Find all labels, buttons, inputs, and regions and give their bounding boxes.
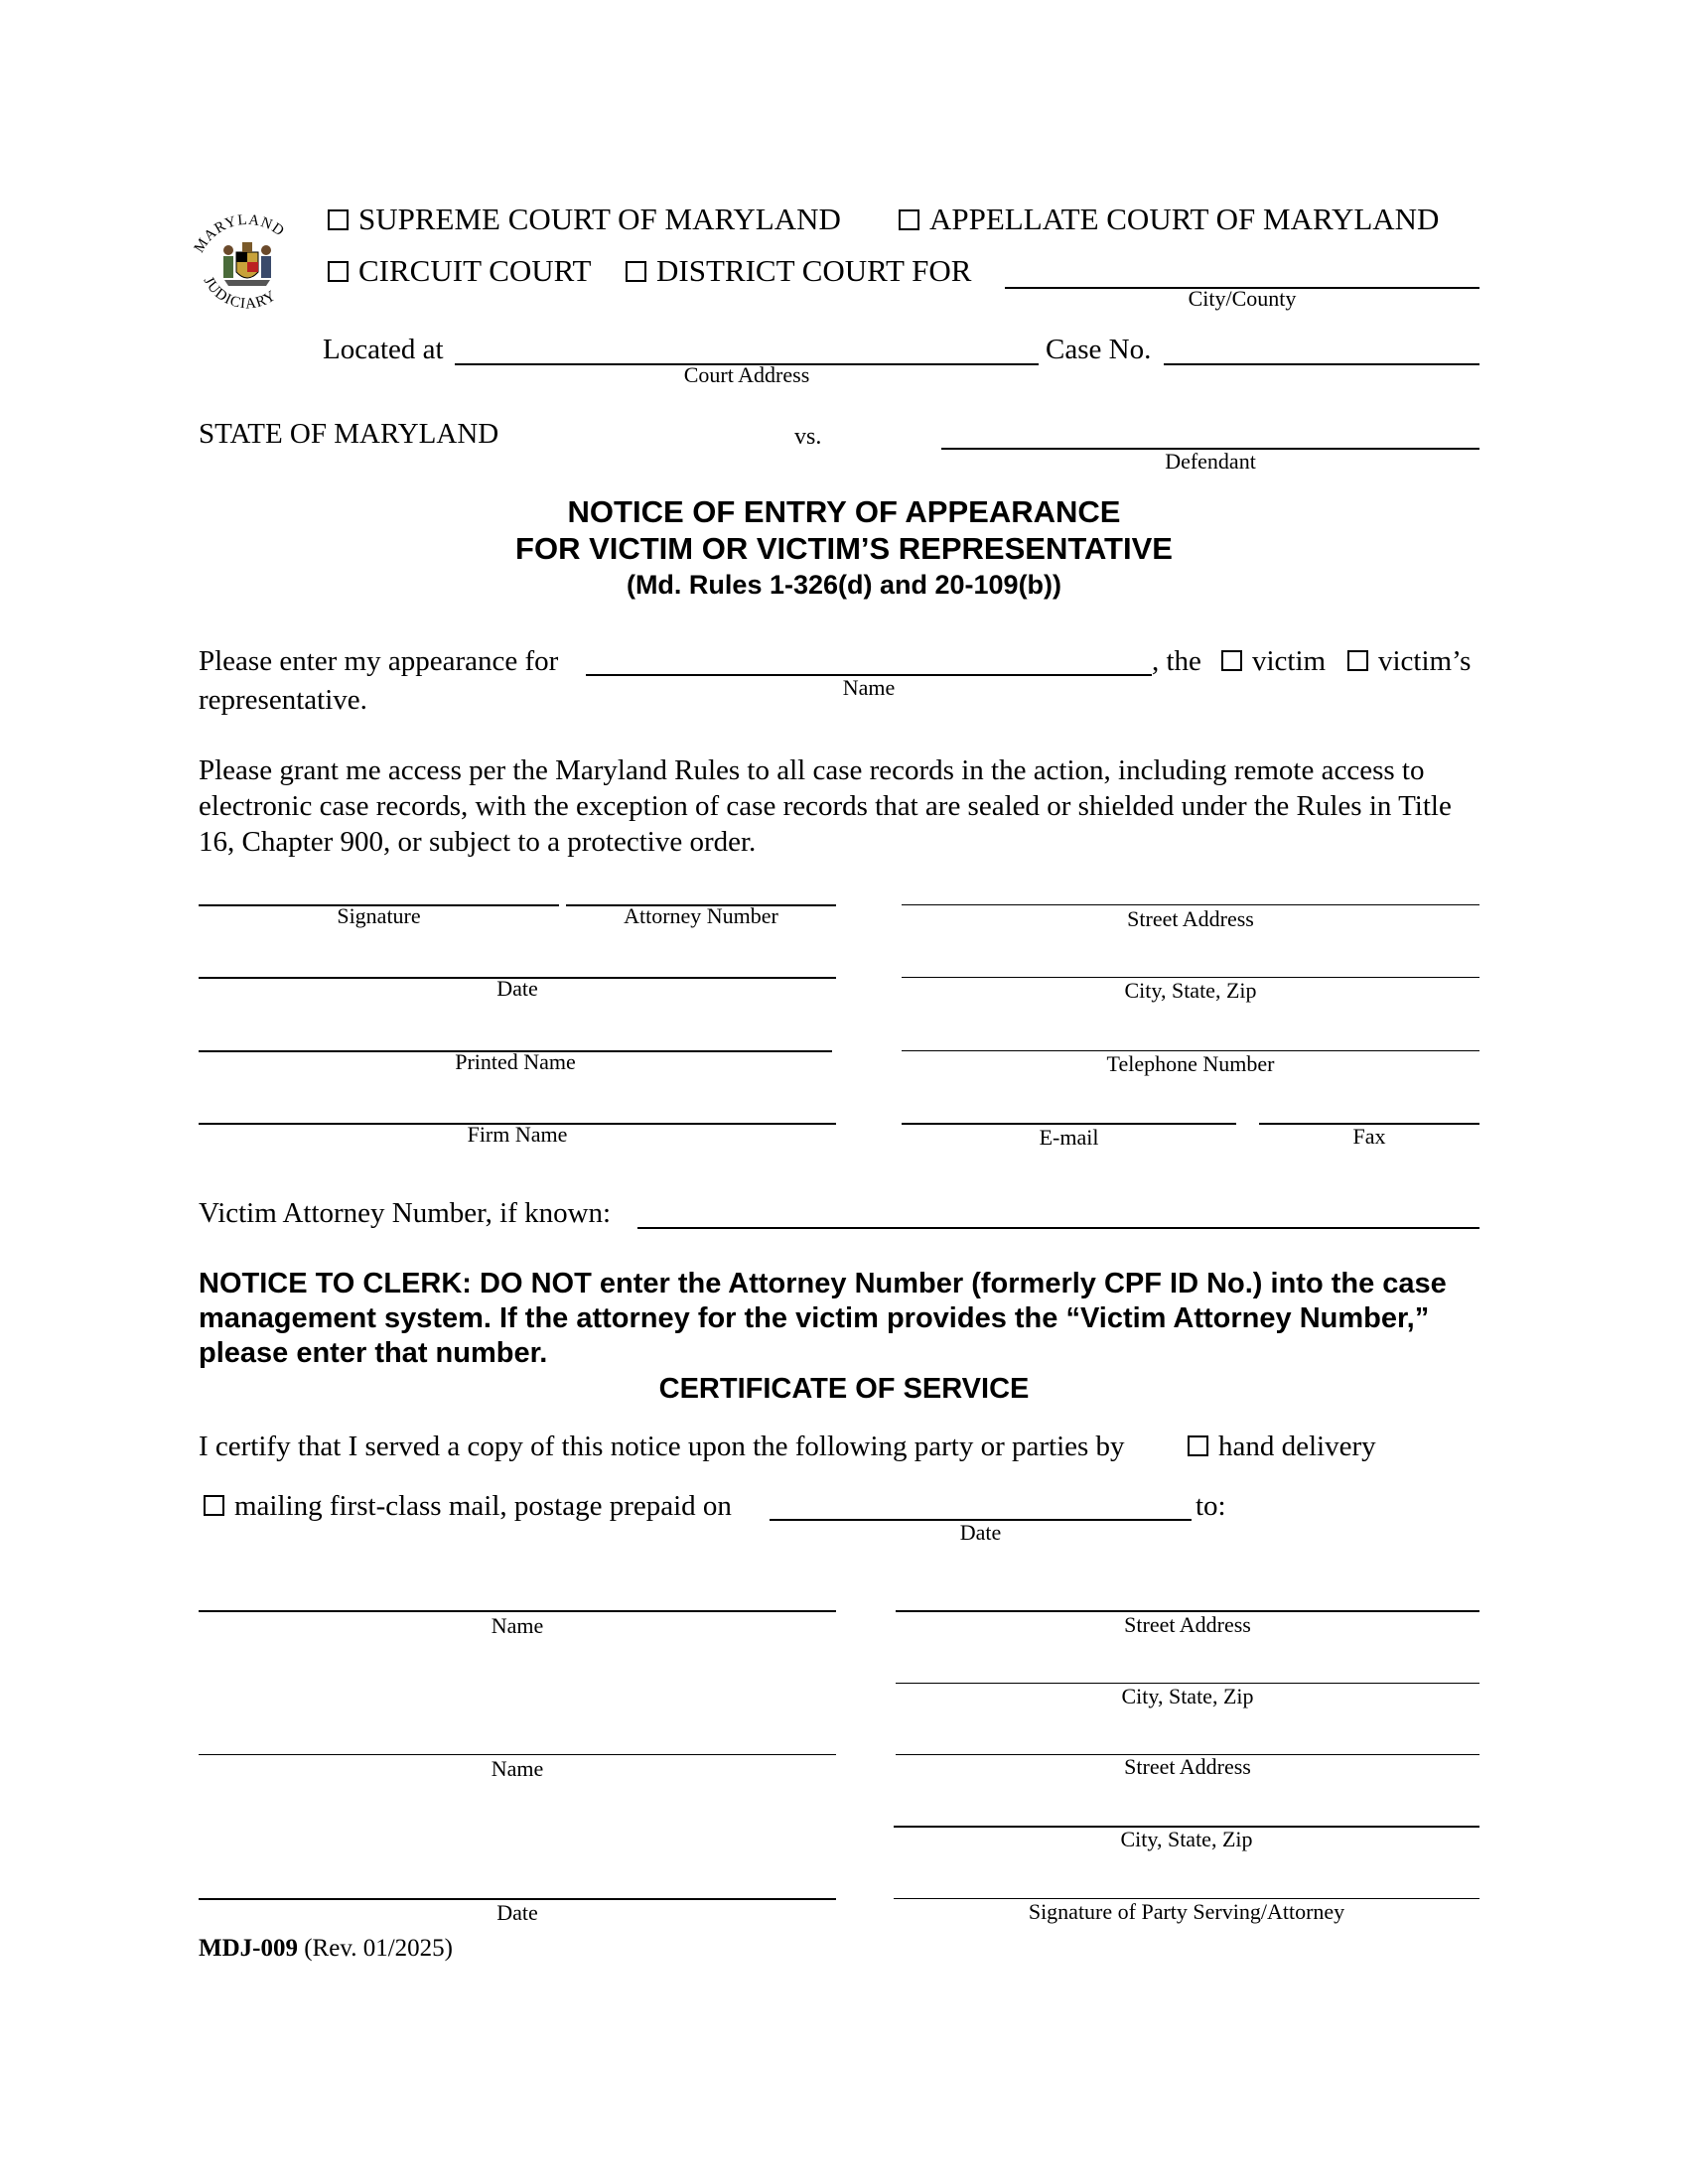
- certificate-line1: [199, 1431, 1125, 1463]
- district-court-option[interactable]: [626, 253, 971, 289]
- recipient2-city-caption: City, State, Zip: [1120, 1827, 1253, 1851]
- recipient1-name-field[interactable]: [199, 1610, 836, 1612]
- supreme-court-label: SUPREME COURT OF MARYLAND: [358, 202, 841, 236]
- supreme-court-checkbox[interactable]: [328, 209, 349, 230]
- appellate-court-checkbox[interactable]: [899, 209, 919, 230]
- victim-checkbox[interactable]: [1221, 650, 1242, 671]
- printed-name-caption: Printed Name: [455, 1049, 576, 1074]
- victim-attorney-number-label: Victim Attorney Number, if known:: [199, 1197, 612, 1229]
- fax-caption: Fax: [1352, 1124, 1386, 1149]
- victims-rep-checkbox[interactable]: [1347, 650, 1368, 671]
- appellate-court-label: APPELLATE COURT OF MARYLAND: [929, 202, 1440, 236]
- city-state-zip-caption: City, State, Zip: [1124, 978, 1257, 1003]
- certificate-heading: CERTIFICATE OF SERVICE: [658, 1373, 1030, 1405]
- mailing-option[interactable]: [204, 1490, 732, 1523]
- representative-label: representative.: [199, 684, 367, 716]
- victim-attorney-number-field[interactable]: [637, 1227, 1479, 1229]
- recipient2-name-caption: Name: [491, 1756, 544, 1781]
- appearance-lead: Please enter my appearance for: [199, 645, 559, 677]
- victims-label: victim’s: [1378, 645, 1472, 677]
- court-address-caption: Court Address: [683, 362, 810, 387]
- appearance-the: , the: [1152, 645, 1201, 677]
- form-title-line1: NOTICE OF ENTRY OF APPEARANCE: [567, 494, 1121, 529]
- signature-caption: Signature: [337, 903, 421, 928]
- svg-text:JUDICIARY: JUDICIARY: [200, 274, 280, 313]
- telephone-caption: Telephone Number: [1106, 1051, 1275, 1076]
- form-revision: (Rev. 01/2025): [304, 1935, 453, 1962]
- access-paragraph: Please grant me access per the Maryland Rules to all case records in the action, including remote access to electronic case records, with the exception of case records that are sealed or shielded under the Rules in Title 16, Chapter 900, or subject to a protective order.: [199, 754, 1452, 858]
- hand-delivery-checkbox[interactable]: [1188, 1435, 1208, 1456]
- email-caption: E-mail: [1039, 1125, 1099, 1150]
- hand-delivery-option[interactable]: [1188, 1431, 1376, 1463]
- recipient1-street-caption: Street Address: [1124, 1612, 1251, 1637]
- maryland-judiciary-seal: [189, 195, 306, 334]
- recipient1-city-caption: City, State, Zip: [1121, 1684, 1254, 1708]
- appellate-court-option[interactable]: [899, 202, 1439, 237]
- mailing-label: mailing first-class mail, postage prepaid on: [234, 1490, 732, 1522]
- street-address-caption: Street Address: [1127, 906, 1254, 931]
- appearance-name-caption: Name: [842, 675, 896, 700]
- versus-label: vs.: [794, 424, 822, 450]
- seal-icon: [189, 195, 306, 334]
- recipient1-name-caption: Name: [491, 1613, 544, 1638]
- to-label: to:: [1196, 1490, 1226, 1522]
- circuit-court-label: CIRCUIT COURT: [358, 253, 592, 288]
- hand-delivery-label: hand delivery: [1218, 1431, 1376, 1462]
- circuit-court-checkbox[interactable]: [328, 261, 349, 282]
- city-county-caption: City/County: [1188, 286, 1297, 311]
- victim-label: victim: [1252, 645, 1327, 677]
- form-title-line2: FOR VICTIM OR VICTIM’S REPRESENTATIVE: [515, 531, 1173, 566]
- date-caption: Date: [496, 976, 538, 1001]
- victims-rep-option[interactable]: [1347, 645, 1471, 678]
- certificate-statement: I certify that I served a copy of this notice upon the following party or parties by: [199, 1431, 1125, 1462]
- state-of-maryland: STATE OF MARYLAND: [199, 418, 499, 450]
- case-no-label: Case No.: [1046, 334, 1152, 365]
- district-court-checkbox[interactable]: [626, 261, 646, 282]
- supreme-court-option[interactable]: [328, 202, 841, 237]
- street-address-field[interactable]: [902, 904, 1479, 905]
- case-no-field[interactable]: [1164, 363, 1479, 365]
- party-signature-caption: Signature of Party Serving/Attorney: [1028, 1899, 1345, 1924]
- form-id: MDJ-009: [199, 1935, 298, 1962]
- service-date-caption: Date: [496, 1900, 538, 1925]
- form-footer: [199, 1935, 453, 1963]
- mailing-date-caption: Date: [959, 1520, 1002, 1545]
- victim-option[interactable]: [1221, 645, 1326, 678]
- mailing-checkbox[interactable]: [204, 1495, 224, 1516]
- recipient2-street-caption: Street Address: [1124, 1754, 1251, 1779]
- recipient2-name-field[interactable]: [199, 1754, 836, 1755]
- defendant-caption: Defendant: [1165, 449, 1256, 474]
- firm-name-caption: Firm Name: [467, 1122, 568, 1147]
- located-at-label: Located at: [323, 334, 444, 365]
- circuit-court-option[interactable]: [328, 253, 591, 289]
- notice-to-clerk: NOTICE TO CLERK: DO NOT enter the Attorney Number (formerly CPF ID No.) into the case management system. If the attorney for the victim provides the “Victim Attorney Number,” please enter that number.: [199, 1268, 1447, 1369]
- district-court-label: DISTRICT COURT FOR: [656, 253, 972, 288]
- svg-text:MARYLAND: MARYLAND: [191, 211, 288, 256]
- form-title-rules: (Md. Rules 1-326(d) and 20-109(b)): [626, 570, 1062, 600]
- attorney-number-caption: Attorney Number: [624, 903, 778, 928]
